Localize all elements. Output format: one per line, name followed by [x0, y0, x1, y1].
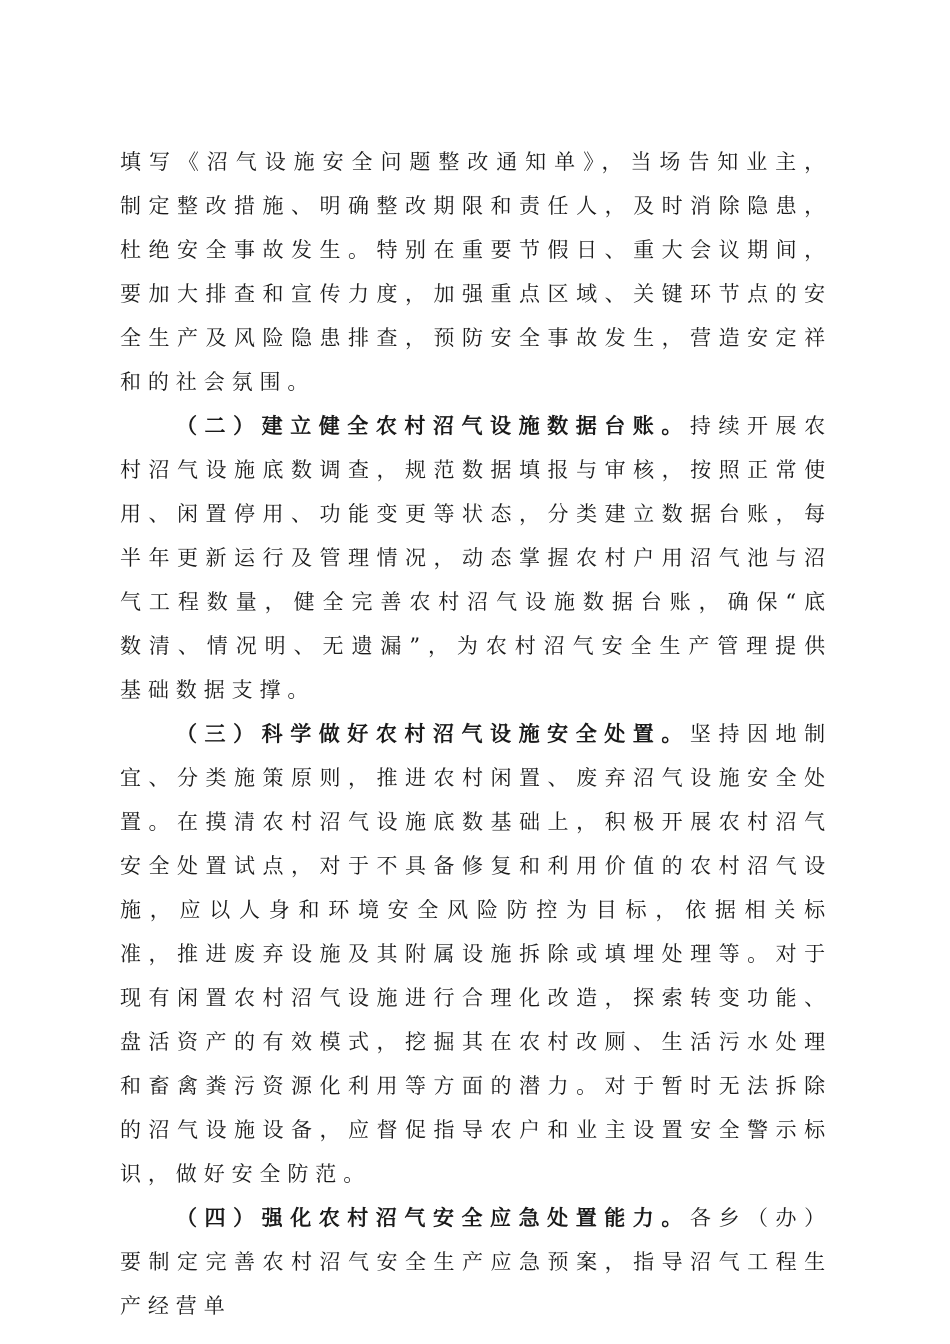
section-heading-2: （二）建立健全农村沼气设施数据台账。: [176, 413, 690, 438]
paragraph-body: 填写《沼气设施安全问题整改通知单》，当场告知业主，制定整改措施、明确整改期限和责任人，及时消除隐患，杜绝安全事故发生。特别在重要节假日、重大会议期间，要加大排查和宣传力度，加强重点区域、关键环节点的安全生产及风险隐患排查，预防安全事故发生，营造安定祥和的社会氛围。: [120, 150, 832, 394]
paragraph-body: 各乡（办）要制定完善农村沼气安全生产应急预案，指导沼气工程生产经营单: [120, 1206, 833, 1318]
section-heading-3: （三）科学做好农村沼气设施安全处置。: [176, 721, 690, 746]
paragraph-section-2: [120, 404, 832, 712]
paragraph-section-4: [120, 1196, 832, 1328]
section-heading-4: （四）强化农村沼气安全应急处置能力。: [176, 1205, 690, 1230]
paragraph-body: 坚持因地制宜、分类施策原则，推进农村闲置、废弃沼气设施安全处置。在摸清农村沼气设施底数基础上，积极开展农村沼气安全处置试点，对于不具备修复和利用价值的农村沼气设施，应以人身和环境安全风险防控为目标，依据相关标准，推进废弃设施及其附属设施拆除或填埋处理等。对于现有闲置农村沼气设施进行合理化改造，探索转变功能、盘活资产的有效模式，挖掘其在农村改厕、生活污水处理和畜禽粪污资源化利用等方面的潜力。对于暂时无法拆除的沼气设施设备，应督促指导农户和业主设置安全警示标识，做好安全防范。: [120, 722, 833, 1186]
paragraph-body: 持续开展农村沼气设施底数调查，规范数据填报与审核，按照正常使用、闲置停用、功能变更等状态，分类建立数据台账，每半年更新运行及管理情况，动态掌握农村户用沼气池与沼气工程数量，健全完善农村沼气设施数据台账，确保“底数清、情况明、无遗漏”，为农村沼气安全生产管理提供基础数据支撑。: [120, 414, 833, 702]
paragraph-section-3: [120, 712, 832, 1196]
document-page: [120, 140, 832, 1328]
paragraph-continuation: [120, 140, 832, 404]
